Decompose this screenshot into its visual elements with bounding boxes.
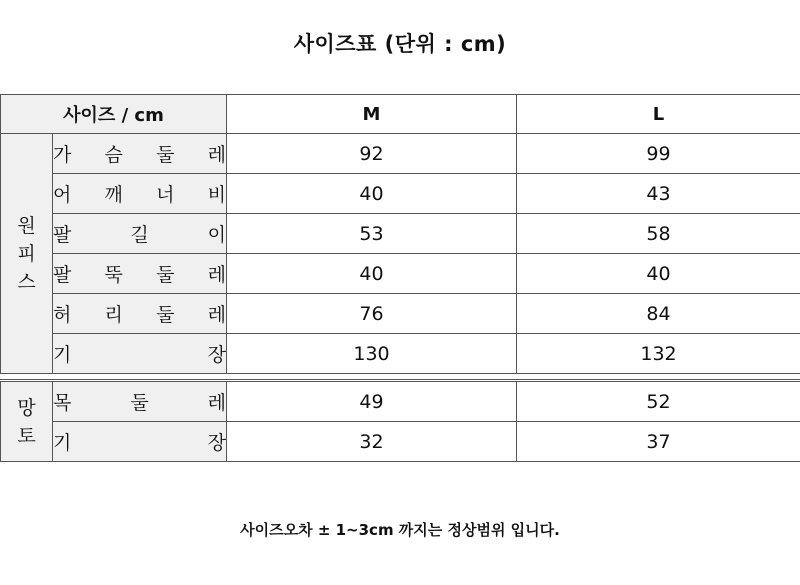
table-row: [1, 381, 800, 422]
value-size-m: 76: [227, 294, 517, 334]
value-size-l: 40: [517, 254, 800, 294]
value-size-l: 43: [517, 174, 800, 214]
row-label: 기 장: [53, 422, 227, 462]
table-row: [1, 294, 800, 334]
header-size-m: M: [227, 95, 517, 134]
table-row: [1, 174, 800, 214]
table-row: [1, 214, 800, 254]
size-table-onepiece: [0, 94, 800, 374]
table-row: [1, 334, 800, 374]
row-label: 허 리 둘 레: [53, 294, 227, 334]
table-row: [1, 254, 800, 294]
size-tolerance-note: 사이즈오차 ± 1~3cm 까지는 정상범위 입니다.: [240, 521, 560, 539]
table-row: [1, 134, 800, 174]
row-label: 팔 뚝 둘 레: [53, 254, 227, 294]
row-label: 기 장: [53, 334, 227, 374]
value-size-l: 84: [517, 294, 800, 334]
value-size-m: 53: [227, 214, 517, 254]
row-label: 팔 길 이: [53, 214, 227, 254]
value-size-m: 40: [227, 254, 517, 294]
group-label: 망 토: [1, 381, 53, 462]
value-size-l: 132: [517, 334, 800, 374]
value-size-m: 40: [227, 174, 517, 214]
size-table-cape: [0, 379, 800, 462]
header-size-unit: 사이즈 / cm: [1, 95, 227, 134]
value-size-m: 32: [227, 422, 517, 462]
header-size-l: L: [517, 95, 800, 134]
value-size-l: 58: [517, 214, 800, 254]
value-size-m: 49: [227, 381, 517, 422]
row-label: 목 둘 레: [53, 381, 227, 422]
value-size-m: 92: [227, 134, 517, 174]
value-size-l: 37: [517, 422, 800, 462]
table-header-row: [1, 95, 800, 134]
value-size-l: 52: [517, 381, 800, 422]
row-label: 어 깨 너 비: [53, 174, 227, 214]
value-size-m: 130: [227, 334, 517, 374]
row-label: 가 슴 둘 레: [53, 134, 227, 174]
value-size-l: 99: [517, 134, 800, 174]
page-title: 사이즈표 (단위 : cm): [293, 32, 507, 56]
table-row: [1, 422, 800, 462]
group-label: 원 피 스: [1, 134, 53, 374]
